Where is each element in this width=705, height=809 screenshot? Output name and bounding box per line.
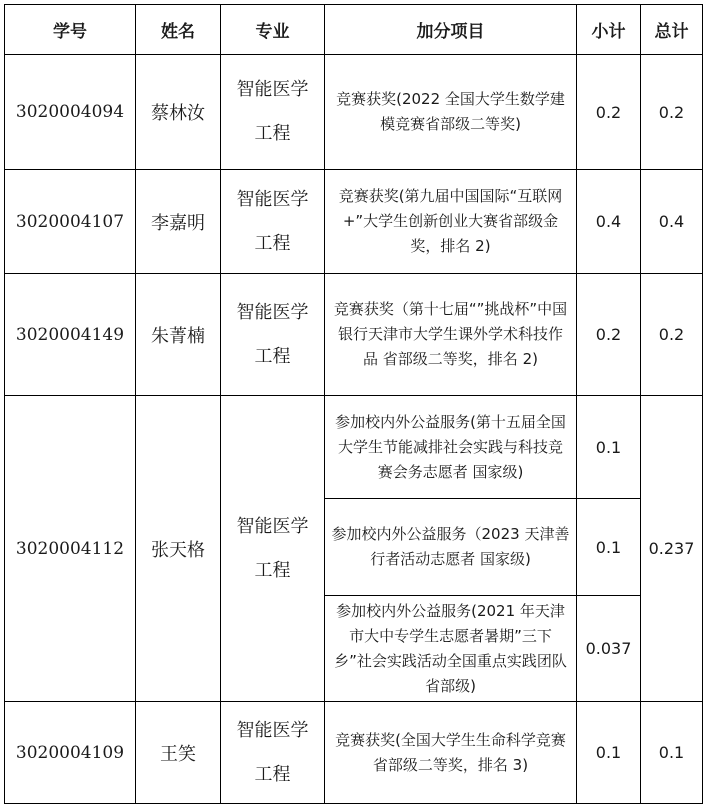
subtotal-cell: 0.037 xyxy=(577,596,641,702)
student-id-cell: 3020004109 xyxy=(5,702,136,804)
total-cell: 0.237 xyxy=(641,396,703,702)
major-cell xyxy=(221,55,325,170)
header-major: 专业 xyxy=(221,5,325,55)
total-cell: 0.2 xyxy=(641,55,703,170)
student-name-cell: 蔡林汝 xyxy=(136,55,221,170)
major-line-1: 智能医学 xyxy=(236,301,309,323)
total-cell: 0.2 xyxy=(641,274,703,396)
bonus-item-cell: 竞赛获奖(2022 全国大学生数学建模竞赛省部级二等奖) xyxy=(325,55,577,170)
major-line-2: 工程 xyxy=(254,232,291,254)
total-cell: 0.4 xyxy=(641,170,703,274)
major-line-2: 工程 xyxy=(254,559,291,581)
table-row xyxy=(5,55,703,170)
subtotal-cell: 0.4 xyxy=(577,170,641,274)
student-id-cell: 3020004149 xyxy=(5,274,136,396)
bonus-points-table xyxy=(4,4,703,804)
bonus-item-cell: 竞赛获奖(第九届中国国际“互联网+”大学生创新创业大赛省部级金奖，排名 2) xyxy=(325,170,577,274)
table-row xyxy=(5,170,703,274)
table-row xyxy=(5,274,703,396)
major-line-1: 智能医学 xyxy=(236,188,309,210)
bonus-item-cell: 竞赛获奖（第十七届“”挑战杯”中国银行天津市大学生课外学术科技作品 省部级二等奖，排名 2) xyxy=(325,274,577,396)
major-line-1: 智能医学 xyxy=(236,515,309,537)
header-student-id: 学号 xyxy=(5,5,136,55)
major-line-2: 工程 xyxy=(254,123,291,144)
major-line-1: 智能医学 xyxy=(236,79,309,100)
student-id-cell: 3020004107 xyxy=(5,170,136,274)
subtotal-cell: 0.1 xyxy=(577,396,641,499)
student-id-cell: 3020004112 xyxy=(5,396,136,702)
bonus-item-cell: 竞赛获奖(全国大学生生命科学竞赛省部级二等奖，排名 3) xyxy=(325,702,577,804)
subtotal-cell: 0.1 xyxy=(577,702,641,804)
student-name-cell: 李嘉明 xyxy=(136,170,221,274)
header-name: 姓名 xyxy=(136,5,221,55)
total-cell: 0.1 xyxy=(641,702,703,804)
header-bonus-item: 加分项目 xyxy=(325,5,577,55)
student-name-cell: 王笑 xyxy=(136,702,221,804)
bonus-item-cell: 参加校内外公益服务（2023 天津善行者活动志愿者 国家级) xyxy=(325,499,577,596)
table-row xyxy=(5,396,703,499)
subtotal-cell: 0.1 xyxy=(577,499,641,596)
bonus-item-cell: 参加校内外公益服务(2021 年天津市大中专学生志愿者暑期”三下乡”社会实践活动全国重点实践团队 省部级) xyxy=(325,596,577,702)
bonus-item-cell: 参加校内外公益服务(第十五届全国大学生节能减排社会实践与科技竞赛会务志愿者 国家级) xyxy=(325,396,577,499)
header-row xyxy=(5,5,703,55)
subtotal-cell: 0.2 xyxy=(577,274,641,396)
major-line-1: 智能医学 xyxy=(236,719,309,741)
header-total: 总计 xyxy=(641,5,703,55)
major-cell xyxy=(221,274,325,396)
major-line-2: 工程 xyxy=(254,763,291,785)
table-row xyxy=(5,702,703,804)
header-subtotal: 小计 xyxy=(577,5,641,55)
major-cell xyxy=(221,702,325,804)
major-cell xyxy=(221,170,325,274)
major-cell xyxy=(221,396,325,702)
student-id-cell: 3020004094 xyxy=(5,55,136,170)
subtotal-cell: 0.2 xyxy=(577,55,641,170)
student-name-cell: 朱菁楠 xyxy=(136,274,221,396)
major-line-2: 工程 xyxy=(254,345,291,367)
student-name-cell: 张天格 xyxy=(136,396,221,702)
